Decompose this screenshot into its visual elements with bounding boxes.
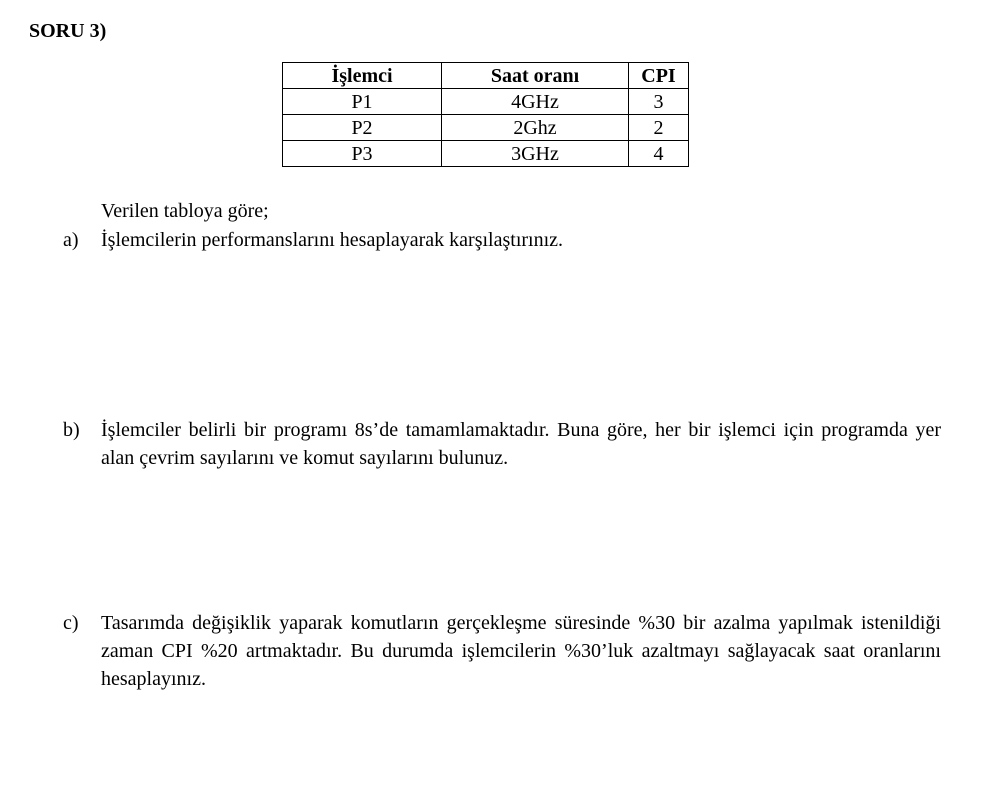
table-row	[283, 115, 689, 141]
table-row	[283, 141, 689, 167]
cell-cpi: 4	[629, 141, 689, 167]
header-clock-rate: Saat oranı	[442, 63, 629, 89]
table-row	[283, 89, 689, 115]
question-a	[63, 226, 941, 254]
question-text: Tasarımda değişiklik yaparak komutların gerçekleşme süresinde %30 bir azalma yapılmak istenildiği zaman CPI %20 artmaktadır. Bu durumda işlemcilerin %30’luk azaltmayı sağlayacak saat oranlarını hesaplayınız.	[101, 612, 941, 690]
question-c	[63, 609, 941, 693]
question-b	[63, 416, 941, 472]
cell-processor: P1	[283, 89, 442, 115]
processor-table	[282, 62, 689, 167]
header-cpi: CPI	[629, 63, 689, 89]
cell-processor: P3	[283, 141, 442, 167]
cell-clock-rate: 3GHz	[442, 141, 629, 167]
question-marker: b)	[63, 419, 80, 441]
question-marker: c)	[63, 612, 79, 634]
question-marker: a)	[63, 229, 79, 251]
cell-cpi: 3	[629, 89, 689, 115]
cell-clock-rate: 2Ghz	[442, 115, 629, 141]
table-header-row	[283, 63, 689, 89]
cell-cpi: 2	[629, 115, 689, 141]
question-title: SORU 3)	[29, 20, 107, 42]
intro-text: Verilen tabloya göre;	[101, 200, 269, 222]
header-processor: İşlemci	[283, 63, 442, 89]
cell-processor: P2	[283, 115, 442, 141]
question-text: İşlemcilerin performanslarını hesaplayarak karşılaştırınız.	[101, 229, 564, 251]
question-text: İşlemciler belirli bir programı 8s’de tamamlamaktadır. Buna göre, her bir işlemci için programda yer alan çevrim sayılarını ve komut sayılarını bulunuz.	[101, 419, 941, 469]
cell-clock-rate: 4GHz	[442, 89, 629, 115]
